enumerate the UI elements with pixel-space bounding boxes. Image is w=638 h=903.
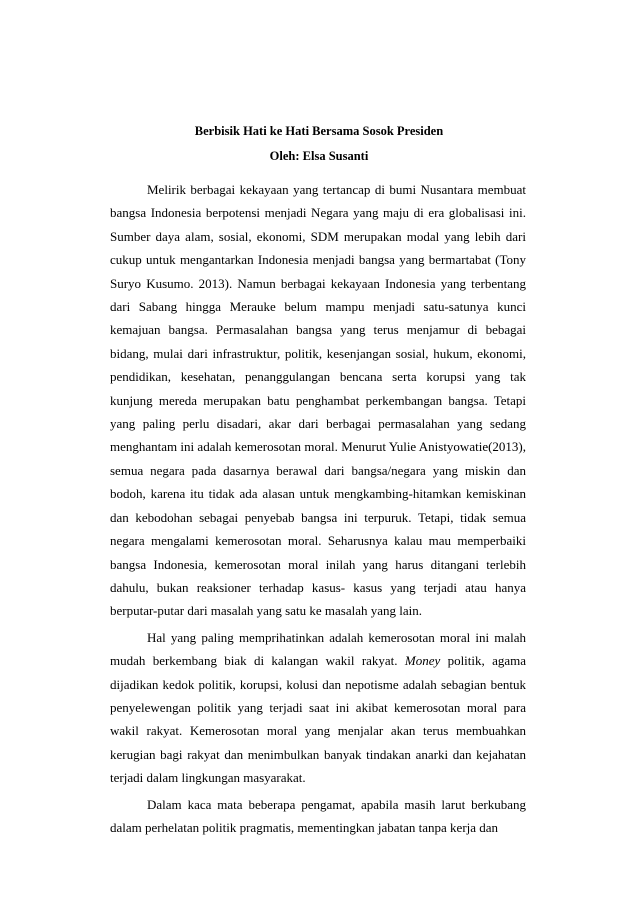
italic-term-money: Money xyxy=(404,653,441,669)
paragraph xyxy=(110,793,526,840)
paragraph-text: Dalam kaca mata beberapa pengamat, apabila masih larut berkubang dalam perhelatan politik pragmatis, mementingkan jabatan tanpa kerja dan xyxy=(110,796,526,835)
paragraph-text: Melirik berbagai kekayaan yang tertancap di bumi Nusantara membuat bangsa Indonesia berpotensi menjadi Negara yang maju di era globalisasi ini. Sumber daya alam, sosial, ekonomi, SDM merupakan modal yang lebih dari cukup untuk mengantarkan Indonesia menjadi bangsa yang bermartabat (Tony Suryo Kusumo. 2013). Namun berbagai kekayaan Indonesia yang terbentang dari Sabang hingga Merauke belum mampu menjadi satu-satunya kunci kemajuan bangsa. Permasalahan bangsa yang terus menjamur di bebagai bidang, mulai dari infrastruktur, politik, kesenjangan sosial, hukum, ekonomi, pendidikan, kesehatan, penanggulangan bencana serta korupsi yang tak kunjung mereda merupakan batu penghambat perkembangan bangsa. Tetapi yang paling perlu disadari, akar dari berbagai permasalahan yang sedang menghantam ini adalah kemerosotan moral. Menurut Yulie Anistyowatie(2013), semua negara pada dasarnya berawal dari bangsa/negara yang miskin dan bodoh, karena itu tidak ada alasan untuk mengkambing-hitamkan kemiskinan dan kebodohan sebagai penyebab bangsa ini terpuruk. Tetapi, tidak semua negara mengalami kemerosotan moral. Seharusnya kalau mau memperbaiki bangsa Indonesia, kemerosotan moral inilah yang harus ditangani terlebih dahulu, bukan reaksioner terhadap kasus- kasus yang terjadi atau hanya berputar-putar dari masalah yang satu ke masalah yang lain. xyxy=(110,182,526,619)
paragraph xyxy=(110,178,526,623)
document-body xyxy=(110,178,526,839)
paragraph-text: politik, agama dijadikan kedok politik, korupsi, kolusi dan nepotisme adalah sebagian bentuk penyelewengan politik yang terjadi saat ini akibat kemerosotan moral para wakil rakyat. Kemerosotan moral yang menjalar akan terus membuahkan kerugian bagi rakyat dan menimbulkan banyak tindakan anarki dan kejahatan terjadi dalam lingkungan masyarakat. xyxy=(110,653,526,786)
document-author: Oleh: Elsa Susanti xyxy=(269,149,369,163)
paragraph-text: Hal yang paling memprihatinkan adalah kemerosotan moral ini malah mudah berkembang biak di kalangan wakil rakyat. xyxy=(110,629,526,669)
document-title: Berbisik Hati ke Hati Bersama Sosok Presiden xyxy=(194,124,444,138)
paragraph xyxy=(110,626,526,790)
